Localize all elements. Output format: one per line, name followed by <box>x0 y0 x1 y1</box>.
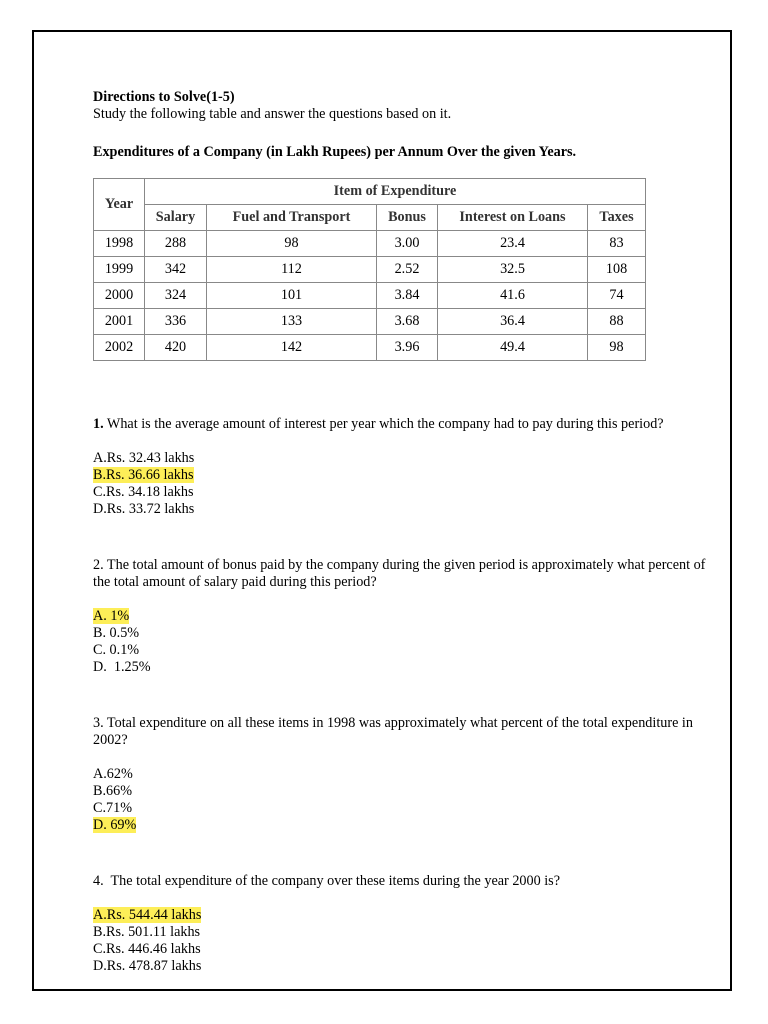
question-number: 1. <box>93 416 104 432</box>
option-item: C.71% <box>93 800 133 816</box>
option-list <box>93 450 713 518</box>
table-cell: 3.96 <box>377 335 438 361</box>
column-header: Interest on Loans <box>438 205 588 231</box>
option-item: A. 1% <box>93 608 130 624</box>
table-cell: 112 <box>207 257 377 283</box>
table-cell: 98 <box>207 231 377 257</box>
table-cell: 3.68 <box>377 309 438 335</box>
table-title: Expenditures of a Company (in Lakh Rupees) per Annum Over the given Years. <box>93 144 577 160</box>
option-item: B.Rs. 501.11 lakhs <box>93 924 201 940</box>
table-cell: 49.4 <box>438 335 588 361</box>
table-cell: 3.00 <box>377 231 438 257</box>
directions-heading: Directions to Solve(1-5) <box>93 89 235 105</box>
table-cell: 83 <box>588 231 646 257</box>
table-cell: 108 <box>588 257 646 283</box>
column-header: Salary <box>145 205 207 231</box>
option-list <box>93 766 713 834</box>
table-cell: 32.5 <box>438 257 588 283</box>
option-item: C.Rs. 34.18 lakhs <box>93 484 194 500</box>
table-row <box>94 231 646 257</box>
column-header: Taxes <box>588 205 646 231</box>
option-item: D. 1.25% <box>93 659 151 675</box>
option-item: B. 0.5% <box>93 625 140 641</box>
table-cell: 342 <box>145 257 207 283</box>
option-item: C.Rs. 446.46 lakhs <box>93 941 201 957</box>
question-text <box>93 416 713 433</box>
question-4 <box>93 873 713 975</box>
table-cell: 23.4 <box>438 231 588 257</box>
column-header: Fuel and Transport <box>207 205 377 231</box>
question-3 <box>93 715 713 834</box>
question-body: What is the average amount of interest per year which the company had to pay during this period? <box>103 416 664 432</box>
table-cell: 420 <box>145 335 207 361</box>
question-text: 4. The total expenditure of the company over these items during the year 2000 is? <box>93 873 561 889</box>
table-cell: 133 <box>207 309 377 335</box>
table-cell: 101 <box>207 283 377 309</box>
table-cell: 336 <box>145 309 207 335</box>
column-header: Bonus <box>377 205 438 231</box>
table-cell: 288 <box>145 231 207 257</box>
option-list <box>93 608 713 676</box>
option-item: A.62% <box>93 766 133 782</box>
table-cell: 1998 <box>94 231 145 257</box>
question-text: 2. The total amount of bonus paid by the company during the given period is approximately what percent of the total amount of salary paid during this period? <box>93 557 706 590</box>
document-page <box>32 30 732 991</box>
question-text: 3. Total expenditure on all these items in 1998 was approximately what percent of the total expenditure in 2002? <box>93 715 693 748</box>
group-header: Item of Expenditure <box>145 179 646 205</box>
table-row <box>94 283 646 309</box>
page-content <box>93 89 713 975</box>
table-row <box>94 309 646 335</box>
table-row <box>94 335 646 361</box>
option-item: C. 0.1% <box>93 642 140 658</box>
question-1 <box>93 416 713 518</box>
directions-text: Study the following table and answer the questions based on it. <box>93 106 452 122</box>
table-cell: 2000 <box>94 283 145 309</box>
option-item: D.Rs. 33.72 lakhs <box>93 501 195 517</box>
table-cell: 74 <box>588 283 646 309</box>
option-item: D. 69% <box>93 817 137 833</box>
table-cell: 1999 <box>94 257 145 283</box>
option-item: A.Rs. 544.44 lakhs <box>93 907 202 923</box>
option-item: A.Rs. 32.43 lakhs <box>93 450 195 466</box>
option-item: B.Rs. 36.66 lakhs <box>93 467 194 483</box>
table-row <box>94 257 646 283</box>
year-header: Year <box>94 179 145 231</box>
table-cell: 2.52 <box>377 257 438 283</box>
table-cell: 36.4 <box>438 309 588 335</box>
table-cell: 142 <box>207 335 377 361</box>
table-cell: 2002 <box>94 335 145 361</box>
table-cell: 324 <box>145 283 207 309</box>
question-2 <box>93 557 713 676</box>
table-cell: 41.6 <box>438 283 588 309</box>
option-list <box>93 907 713 975</box>
table-cell: 2001 <box>94 309 145 335</box>
table-cell: 88 <box>588 309 646 335</box>
table-cell: 98 <box>588 335 646 361</box>
expenditure-table <box>93 178 646 361</box>
table-cell: 3.84 <box>377 283 438 309</box>
option-item: B.66% <box>93 783 133 799</box>
option-item: D.Rs. 478.87 lakhs <box>93 958 202 974</box>
